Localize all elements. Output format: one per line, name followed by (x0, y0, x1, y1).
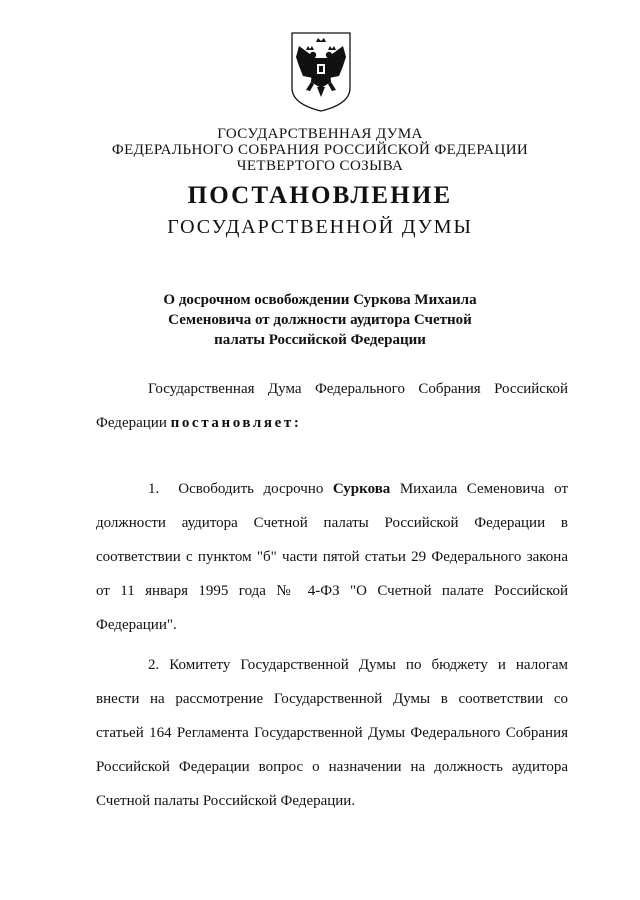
preamble-text: Государственная Дума Федерального Собрания Российской Федерации (96, 381, 568, 431)
header-line-2: ФЕДЕРАЛЬНОГО СОБРАНИЯ РОССИЙСКОЙ ФЕДЕРАЦИИ (111, 142, 529, 158)
header-line-1: ГОСУДАРСТВЕННАЯ ДУМА (217, 126, 423, 142)
header-line-3: ЧЕТВЕРТОГО СОЗЫВА (236, 158, 404, 174)
item-1-text-before: Освободить досрочно (178, 481, 324, 497)
item-1-text-after: Михаила Семеновича от должности аудитора Счетной палаты Российской Федерации в соответствии с пунктом "б" части пятой статьи 29 Федерального закона от 11 января 1995 года № 4-ФЗ "О Счетной палате Российской Федерации". (96, 481, 568, 633)
subject-line-3: палаты Российской Федерации (214, 332, 426, 348)
preamble-verb: постановляет: (170, 415, 302, 431)
resolution-item-2 (96, 648, 568, 818)
item-2-number: 2. (148, 657, 160, 673)
item-1-name: Суркова (332, 481, 391, 497)
preamble-paragraph (96, 372, 568, 440)
document-issuer-title: ГОСУДАРСТВЕННОЙ ДУМЫ (167, 216, 473, 238)
subject-line-2: Семеновича от должности аудитора Счетной (168, 312, 472, 328)
document-subject (150, 290, 490, 350)
item-2-text: Комитету Государственной Думы по бюджету и налогам внести на рассмотрение Государственной Думы в соответствии со статьей 164 Регламента Государственной Думы Федерального Собрания Российской Федерации вопрос о назначении на должность аудитора Счетной палаты Российской Федерации. (96, 657, 568, 809)
document-type-title: ПОСТАНОВЛЕНИЕ (187, 182, 453, 209)
russian-coat-of-arms-icon (289, 30, 353, 114)
item-1-number: 1. (148, 481, 160, 497)
subject-line-1: О досрочном освобождении Суркова Михаила (163, 292, 477, 308)
issuing-body-header (0, 126, 640, 174)
resolution-item-1 (96, 472, 568, 642)
